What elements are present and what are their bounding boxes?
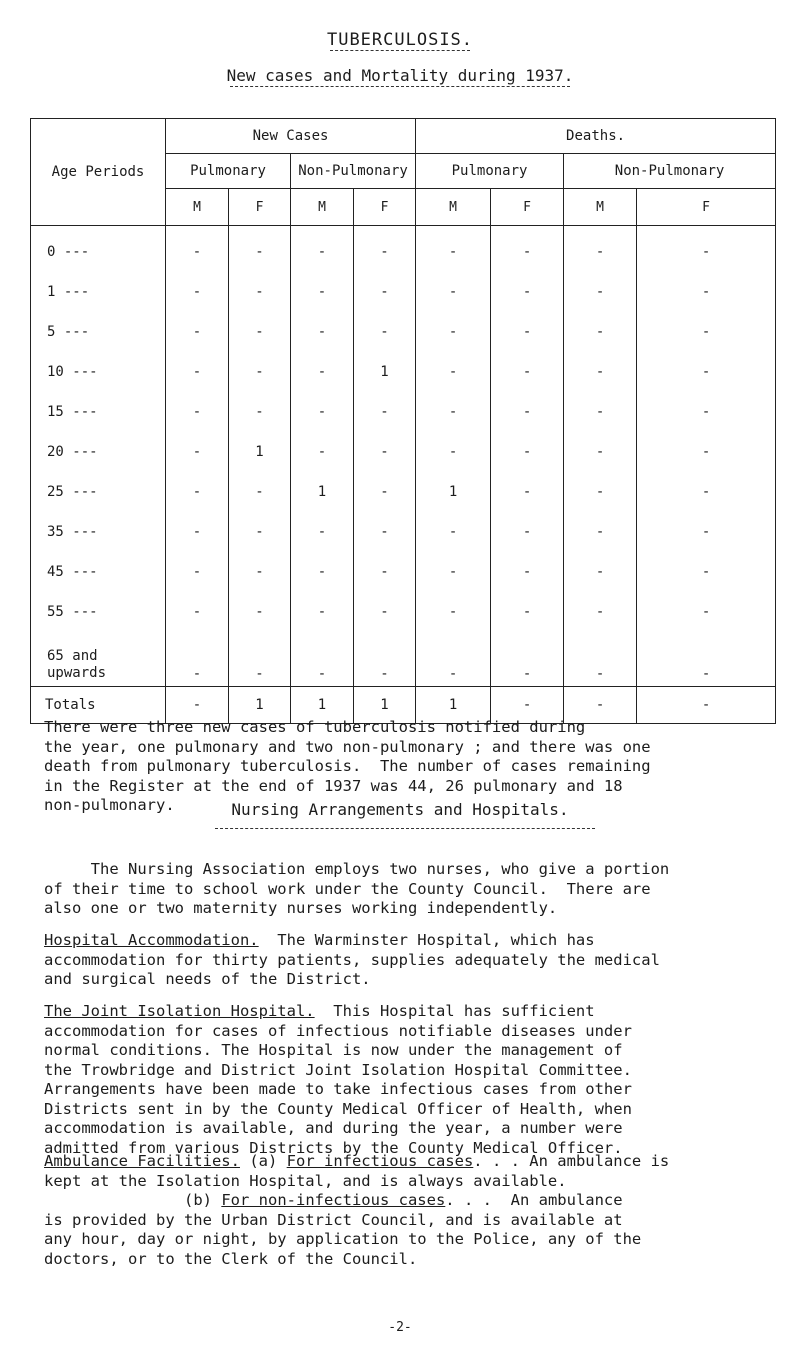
age-cell: 45 --- <box>31 552 166 592</box>
value-cell: - <box>229 632 291 687</box>
value-cell: - <box>291 512 354 552</box>
value-cell: - <box>637 552 776 592</box>
value-cell: - <box>229 472 291 512</box>
total-cell: 1 <box>229 687 291 724</box>
value-cell: - <box>166 472 229 512</box>
table-body <box>31 226 776 687</box>
value-cell: - <box>291 592 354 632</box>
value-cell: - <box>416 552 491 592</box>
age-cell: 55 --- <box>31 592 166 632</box>
value-cell: - <box>229 312 291 352</box>
value-cell: - <box>354 392 416 432</box>
age-cell: 20 --- <box>31 432 166 472</box>
value-cell: - <box>229 272 291 312</box>
age-line-1: 65 and <box>47 648 98 664</box>
subtitle-divider <box>230 86 570 87</box>
value-cell: - <box>491 226 564 273</box>
value-cell: - <box>637 392 776 432</box>
value-cell: - <box>491 312 564 352</box>
new-non-pulmonary-header: Non-Pulmonary <box>291 154 416 189</box>
summary-paragraph: There were three new cases of tuberculosis notified during the year, one pulmonary and two non-pulmonary ; and there was one death from pulmonary tuberculosis. The number of cases remaining in the Register at the end of 1937 was 44, 26 pulmonary and 18 non-pulmonary. <box>44 718 651 814</box>
value-cell: - <box>491 392 564 432</box>
tuberculosis-table <box>30 118 776 724</box>
value-cell: - <box>354 272 416 312</box>
value-cell: - <box>166 552 229 592</box>
col-m: M <box>166 189 229 226</box>
value-cell: - <box>229 552 291 592</box>
value-cell: - <box>291 352 354 392</box>
value-cell: - <box>564 392 637 432</box>
ambulance-heading: Ambulance Facilities. <box>44 1152 240 1170</box>
col-f: F <box>491 189 564 226</box>
value-cell: - <box>491 632 564 687</box>
value-cell: - <box>564 552 637 592</box>
isolation-hospital-heading: The Joint Isolation Hospital. <box>44 1002 315 1020</box>
age-cell: 25 --- <box>31 472 166 512</box>
title-divider <box>330 50 470 51</box>
age-cell: 15 --- <box>31 392 166 432</box>
value-cell: - <box>166 226 229 273</box>
value-cell: - <box>354 472 416 512</box>
value-cell: - <box>354 226 416 273</box>
deaths-non-pulmonary-header: Non-Pulmonary <box>564 154 776 189</box>
value-cell: - <box>637 592 776 632</box>
value-cell: - <box>354 312 416 352</box>
deaths-pulmonary-header: Pulmonary <box>416 154 564 189</box>
value-cell: - <box>229 352 291 392</box>
col-m: M <box>564 189 637 226</box>
value-cell: - <box>354 592 416 632</box>
value-cell: - <box>291 392 354 432</box>
hospital-accommodation-heading: Hospital Accommodation. <box>44 931 259 949</box>
col-f: F <box>354 189 416 226</box>
value-cell: - <box>491 472 564 512</box>
value-cell: - <box>166 632 229 687</box>
total-cell: - <box>166 687 229 724</box>
value-cell: - <box>229 392 291 432</box>
age-cell: 35 --- <box>31 512 166 552</box>
table-row <box>31 226 776 273</box>
value-cell: - <box>229 592 291 632</box>
value-cell: - <box>491 592 564 632</box>
value-cell: - <box>564 312 637 352</box>
value-cell: - <box>229 226 291 273</box>
value-cell: - <box>637 472 776 512</box>
table-row <box>31 432 776 472</box>
isolation-hospital-paragraph <box>44 1002 784 1158</box>
table-row <box>31 632 776 687</box>
ambulance-rest: is provided by the Urban District Council, and is available at any hour, day or night, by application to the Police, any of the doctors, or to the Clerk of the Council. <box>44 1210 642 1268</box>
value-cell: - <box>491 552 564 592</box>
value-cell: - <box>491 512 564 552</box>
ambulance-a-text: . . . An ambulance is <box>473 1152 670 1170</box>
deaths-header: Deaths. <box>416 119 776 154</box>
nursing-divider <box>215 828 595 829</box>
value-cell: - <box>416 312 491 352</box>
value-cell: - <box>354 632 416 687</box>
value-cell: - <box>564 272 637 312</box>
isolation-hospital-body: This Hospital has sufficient accommodation for cases of infectious notifiable diseases under normal conditions. The Hospital is now under the management of the Trowbridge and District Joint Isolation Hospital Committee. Arrangements have been made to take infectious cases from other Districts sent in by the County Medical Officer of Health, when accommodation is available, and during the year, a number were admitted from various Districts by the County Medical Officer. <box>44 1002 632 1157</box>
ambulance-paragraph <box>44 1152 784 1269</box>
hospital-accommodation-paragraph <box>44 931 784 990</box>
total-cell: - <box>637 687 776 724</box>
value-cell: - <box>564 512 637 552</box>
value-cell: - <box>416 352 491 392</box>
value-cell: - <box>491 272 564 312</box>
value-cell: - <box>166 512 229 552</box>
table-row <box>31 352 776 392</box>
col-m: M <box>416 189 491 226</box>
value-cell: - <box>291 312 354 352</box>
ambulance-line-2: kept at the Isolation Hospital, and is always available. <box>44 1171 567 1190</box>
value-cell: - <box>564 432 637 472</box>
total-cell: 1 <box>291 687 354 724</box>
value-cell: 1 <box>354 352 416 392</box>
age-cell: 5 --- <box>31 312 166 352</box>
age-cell: 1 --- <box>31 272 166 312</box>
value-cell: - <box>291 272 354 312</box>
total-cell: 1 <box>354 687 416 724</box>
value-cell: - <box>166 272 229 312</box>
totals-label: Totals <box>31 687 166 724</box>
value-cell: - <box>564 472 637 512</box>
age-cell: 10 --- <box>31 352 166 392</box>
value-cell: - <box>637 312 776 352</box>
value-cell: - <box>564 592 637 632</box>
ambulance-b-title: For non-infectious cases <box>221 1191 446 1209</box>
value-cell: - <box>229 512 291 552</box>
value-cell: - <box>416 392 491 432</box>
value-cell: - <box>416 432 491 472</box>
age-periods-header: Age Periods <box>31 119 166 226</box>
table-row <box>31 312 776 352</box>
table-row <box>31 472 776 512</box>
value-cell: - <box>166 352 229 392</box>
value-cell: - <box>354 432 416 472</box>
age-cell <box>31 632 166 687</box>
value-cell: - <box>416 226 491 273</box>
value-cell: - <box>637 432 776 472</box>
value-cell: - <box>564 632 637 687</box>
value-cell: - <box>491 352 564 392</box>
col-f: F <box>637 189 776 226</box>
value-cell: 1 <box>229 432 291 472</box>
value-cell: - <box>637 512 776 552</box>
value-cell: - <box>416 272 491 312</box>
value-cell: - <box>564 226 637 273</box>
value-cell: - <box>166 392 229 432</box>
value-cell: 1 <box>291 472 354 512</box>
ambulance-a-title: For infectious cases <box>286 1152 474 1170</box>
col-m: M <box>291 189 354 226</box>
table-row <box>31 552 776 592</box>
page-number: -2- <box>388 1320 412 1335</box>
value-cell: - <box>291 632 354 687</box>
value-cell: - <box>416 632 491 687</box>
value-cell: - <box>166 592 229 632</box>
age-line-2: upwards <box>47 665 107 681</box>
total-cell: - <box>564 687 637 724</box>
table-row <box>31 592 776 632</box>
page-title: TUBERCULOSIS. <box>326 30 474 50</box>
nursing-paragraph: The Nursing Association employs two nurses, who give a portion of their time to school work under the County Council. There are also one or two maternity nurses working independently. <box>44 860 670 917</box>
age-cell: 0 --- <box>31 226 166 273</box>
new-pulmonary-header: Pulmonary <box>166 154 291 189</box>
value-cell: - <box>291 552 354 592</box>
value-cell: - <box>637 272 776 312</box>
value-cell: - <box>291 226 354 273</box>
value-cell: - <box>491 432 564 472</box>
table-row <box>31 272 776 312</box>
col-f: F <box>229 189 291 226</box>
value-cell: - <box>166 432 229 472</box>
page-subtitle: New cases and Mortality during 1937. <box>226 66 574 85</box>
table-row <box>31 512 776 552</box>
nursing-heading: Nursing Arrangements and Hospitals. <box>231 800 569 819</box>
value-cell: - <box>354 552 416 592</box>
value-cell: - <box>637 352 776 392</box>
table-row <box>31 392 776 432</box>
hospital-accommodation-body: The Warminster Hospital, which has accommodation for thirty patients, supplies adequately the medical and surgical needs of the District. <box>44 931 660 988</box>
total-cell: - <box>491 687 564 724</box>
value-cell: 1 <box>416 472 491 512</box>
value-cell: - <box>416 592 491 632</box>
value-cell: - <box>291 432 354 472</box>
value-cell: - <box>637 632 776 687</box>
ambulance-a-label: (a) <box>249 1152 278 1170</box>
value-cell: - <box>354 512 416 552</box>
value-cell: - <box>416 512 491 552</box>
total-cell: 1 <box>416 687 491 724</box>
value-cell: - <box>166 312 229 352</box>
value-cell: - <box>637 226 776 273</box>
new-cases-header: New Cases <box>166 119 416 154</box>
ambulance-b-text: . . . An ambulance <box>445 1191 623 1209</box>
ambulance-b-label: (b) <box>183 1191 212 1209</box>
value-cell: - <box>564 352 637 392</box>
